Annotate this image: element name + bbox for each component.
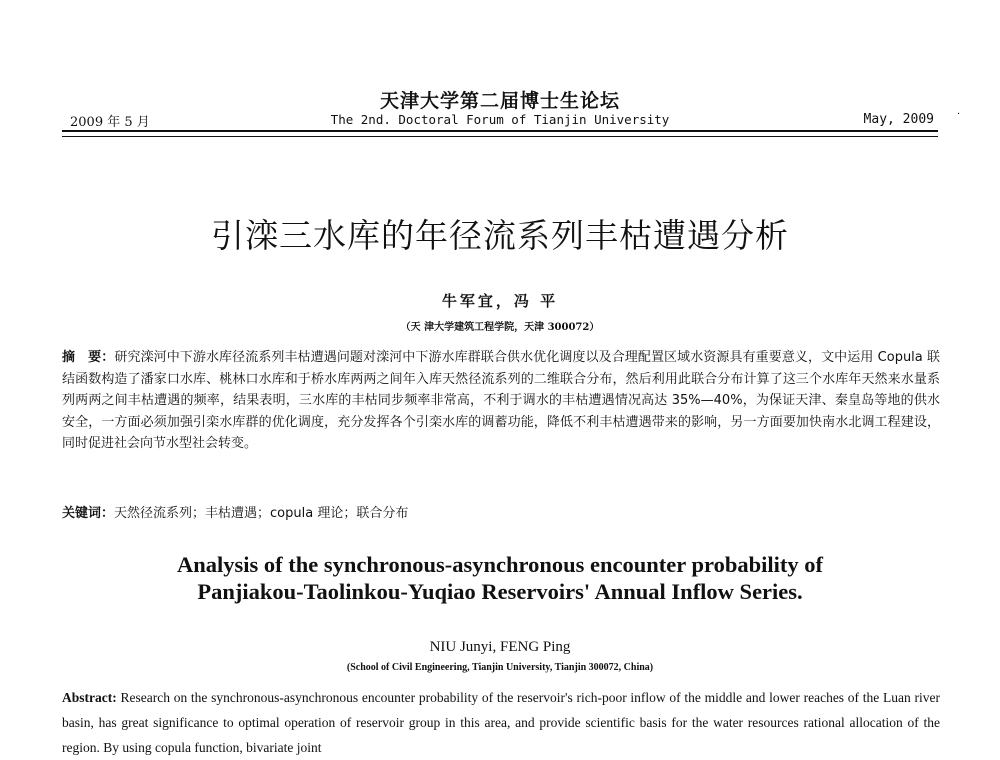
header-date-en: May, 2009 (863, 112, 934, 127)
keywords-cn-label: 关键词： (62, 506, 115, 521)
header-date-cn: 2009 年 5 月 (70, 115, 150, 130)
paper-title-en-line1: Analysis of the synchronous-asynchronous encounter probability of (177, 552, 823, 577)
affiliation-cn: （天 津大学建筑工程学院，天津 300072） (400, 322, 600, 333)
paper-title-en-line2: Panjiakou-Taolinkou-Yuqiao Reservoirs' Annual Inflow Series. (197, 579, 803, 604)
paper-title-cn: 引滦三水库的年径流系列丰枯遭遇分析 (211, 216, 789, 255)
stray-mark: . (957, 106, 961, 117)
abstract-en-label: Abstract: (62, 690, 117, 705)
keywords-cn (62, 502, 940, 521)
authors-cn: 牛军宜，冯 平 (441, 292, 559, 310)
header-rule-thick (62, 130, 938, 132)
header-rule-thin (62, 136, 938, 137)
abstract-en-text: Research on the synchronous-asynchronous encounter probability of the reservoir's rich-poor inflow of the middle and lower reaches of the Luan river basin, has great significance to optimal operation of reservoir group in this area, and provide scientific basis for the water resources rational allocation of the region. By using copula function, bivariate joint (62, 690, 940, 755)
keywords-cn-text: 天然径流系列；丰枯遭遇；copula 理论；联合分布 (114, 506, 409, 521)
abstract-cn-text: 研究滦河中下游水库径流系列丰枯遭遇问题对滦河中下游水库群联合供水优化调度以及合理配置区域水资源具有重要意义，文中运用 Copula 联结函数构造了潘家口水库、桃林口水库和于桥水库两两之间年入库天然径流系列的二维联合分布，然后利用此联合分布计算了这三个水库年天然来水量系列两两之间丰枯遭遇的频率，结果表明，三水库的丰枯同步频率非常高，不利于调水的丰枯遭遇情况高达 35%—40%，为保证天津、秦皇岛等地的供水安全，一方面必须加强引栾水库群的优化调度，充分发挥各个引栾水库的调蓄功能，降低不利丰枯遭遇带来的影响，另一方面要加快南水北调工程建设，同时促进社会向节水型社会转变。 (62, 350, 940, 451)
abstract-cn-label: 摘 要： (62, 350, 115, 365)
abstract-cn (62, 347, 940, 455)
abstract-en (62, 685, 940, 760)
forum-title-cn: 天津大学第二届博士生论坛 (379, 90, 620, 112)
authors-en: NIU Junyi, FENG Ping (429, 639, 571, 655)
forum-title-en: The 2nd. Doctoral Forum of Tianjin University (330, 112, 670, 127)
paper-title-en (0, 551, 1000, 605)
affiliation-en: (School of Civil Engineering, Tianjin University, Tianjin 300072, China) (346, 662, 654, 673)
